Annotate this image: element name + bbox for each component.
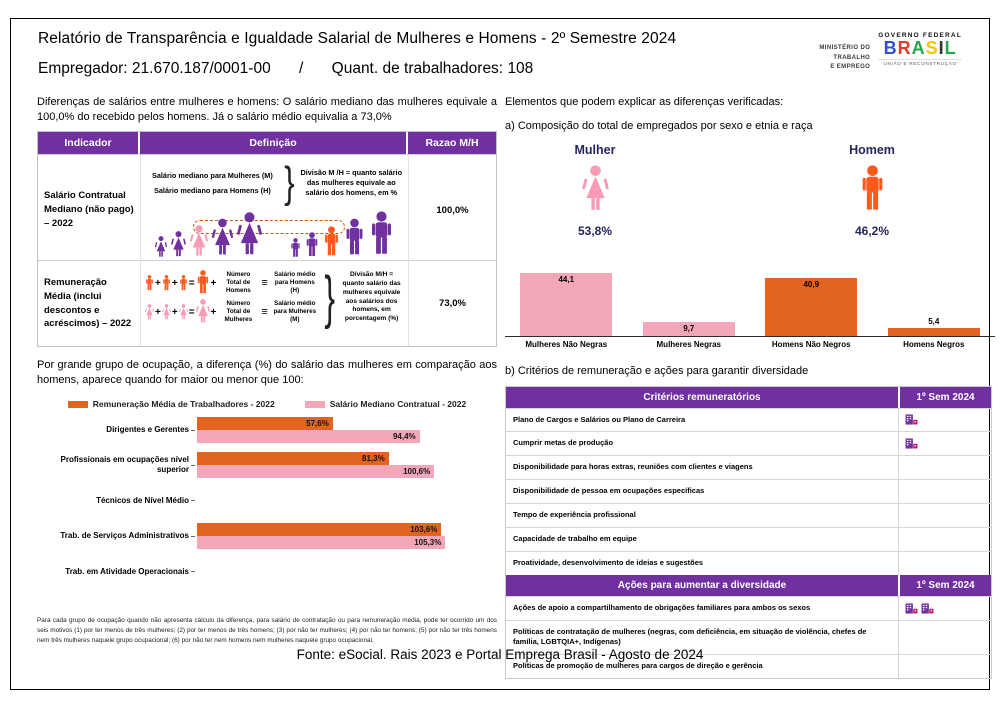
- criteria-row: [506, 431, 991, 455]
- criteria-text: Disponibilidade para horas extras, reuniões com clientes e viagens: [513, 462, 753, 472]
- composition-chart: [505, 257, 995, 349]
- category-label: Homens Negros: [903, 340, 965, 350]
- criteria-row: [506, 503, 991, 527]
- category-label: Trab. em Atividade Operacionais: [65, 566, 189, 576]
- person-figures-strip: [145, 211, 404, 259]
- population-pictogram: [145, 207, 404, 261]
- plus-operator: +: [171, 277, 178, 289]
- category-label: Homens Não Negros: [771, 340, 851, 350]
- brace-glyph: }: [324, 264, 335, 330]
- brand-letter: L: [944, 38, 957, 58]
- man-figure-icon: [305, 232, 319, 259]
- women-average-equation: [145, 299, 320, 325]
- legend-label: Remuneração Média de Trabalhadores - 2022: [92, 399, 275, 410]
- criteria-period-cell: [898, 597, 991, 620]
- bar-group: [197, 452, 447, 478]
- average-salary-diagram: [145, 264, 404, 330]
- axis-tick: [191, 536, 195, 537]
- total-count-label: Número Total de Homens: [225, 271, 251, 294]
- brand-letter: S: [925, 38, 939, 58]
- criteria-period-cell: [898, 552, 991, 575]
- indicator-table-header: [38, 132, 496, 154]
- bar: [197, 465, 434, 478]
- legend-swatch: [305, 401, 325, 408]
- axis-tick: [191, 571, 195, 572]
- plus-operator: +: [210, 306, 217, 318]
- median-salary-labels: [145, 165, 280, 201]
- average-salary-label: Salário médio para Homens (H): [274, 271, 316, 294]
- man-figure-icon: [179, 275, 188, 292]
- chart-slot: [750, 257, 873, 336]
- ratio-value: 73,0%: [408, 261, 496, 346]
- table-row: [38, 154, 496, 260]
- brand-letter: I: [938, 38, 945, 58]
- chart-slot: [505, 257, 628, 336]
- governo-federal-label: GOVERNO FEDERAL: [878, 32, 962, 39]
- category-label: Trab. de Serviços Administrativos: [60, 531, 189, 541]
- axis-tick: [191, 500, 195, 501]
- man-figure-icon: [323, 226, 340, 259]
- criteria-text: Políticas de contratação de mulheres (negras, com deficiência, em situação de violência, chefes de família, LGBTQIA+, Indígenas): [513, 626, 867, 647]
- company-building-icon: [921, 603, 934, 614]
- criteria-period-cell: [898, 456, 991, 479]
- division-note: Divisão M/H = quanto salário das mulheres equivale aos salários dos homens, em porcentagem (%): [342, 270, 401, 323]
- period-header-label: 1º Sem 2024: [898, 387, 991, 408]
- criteria-text: Disponibilidade de pessoa em ocupações específicas: [513, 486, 705, 496]
- chart-footnote: Para cada grupo de ocupação quando não apresenta cálculo da diferença, para salário de contratação ou para remuneração média, pode ter ocorrido um dos seis motivos (1) por ter menos de três mulheres; (2) por ter menos de três homens; (3) por não ter mulheres; (4) por não ter homens; (5) por não ter três homens nem três mulheres naquele grupo ocupacional; (6) por não ter nem homens nem mulheres naquele grupo ocupacional.: [37, 617, 497, 644]
- average-salary-label: Salário médio para Mulheres (M): [273, 300, 317, 323]
- median-men-label: Salário mediano para Homens (H): [154, 186, 271, 196]
- axis-tick: [191, 465, 195, 466]
- report-header: [38, 30, 962, 78]
- criteria-period-cell: [898, 480, 991, 503]
- government-logo: [819, 32, 962, 78]
- chart-category-row: [37, 523, 497, 549]
- plus-operator: +: [210, 277, 217, 289]
- woman-figure-icon: [190, 225, 208, 259]
- left-column: [37, 95, 497, 646]
- criteria-section-header: [506, 575, 991, 596]
- criteria-text: Ações de apoio a compartilhamento de obrigações familiares para ambos os sexos: [513, 602, 811, 612]
- definition-cell: [140, 261, 408, 346]
- bar-value-label: 100,6%: [403, 467, 431, 477]
- man-figure-icon: [290, 238, 301, 259]
- woman-figure-icon: [171, 231, 186, 259]
- plus-operator: +: [155, 277, 161, 289]
- workers-value: 108: [507, 60, 534, 77]
- definition-text-block: [145, 158, 404, 208]
- total-count-label: Número Total de Mulheres: [224, 300, 253, 323]
- chart-slot: [628, 257, 751, 336]
- elements-title: Elementos que podem explicar as diferenças verificadas:: [505, 96, 784, 108]
- brand-letter: B: [883, 38, 898, 58]
- division-note: Divisão M /H = quanto salário das mulheres equivale ao salário dos homens, em %: [300, 168, 403, 197]
- company-building-icon: [905, 603, 918, 614]
- category-label: Dirigentes e Gerentes: [106, 425, 189, 435]
- chart-category-row: [37, 558, 497, 585]
- criteria-text: Cumprir metas de produção: [513, 438, 614, 448]
- composition-chart-plot: [505, 257, 995, 337]
- separator: /: [299, 60, 304, 77]
- chart-category-row: [37, 417, 497, 443]
- bar: [197, 523, 441, 536]
- female-composition: [540, 143, 650, 238]
- criteria-section-header: [506, 387, 991, 408]
- chart-slot: [873, 257, 996, 336]
- employer-value: 21.670.187/0001-00: [131, 60, 271, 77]
- criteria-period-cell: [898, 409, 991, 432]
- bar-value-label: 9,7: [683, 324, 695, 334]
- man-figure-icon: [344, 218, 365, 259]
- woman-figure-icon: [162, 304, 171, 321]
- col-header-definicao: Definição: [140, 132, 408, 154]
- right-column: [505, 95, 995, 679]
- woman-figure-icon: [145, 304, 154, 321]
- criteria-row: [506, 551, 991, 575]
- man-figure-icon: [145, 275, 154, 292]
- company-building-icon: [905, 438, 918, 449]
- criteria-row: [506, 596, 991, 620]
- bar-group: [197, 523, 447, 549]
- bar-value-label: 57,6%: [306, 419, 329, 429]
- category-label: Profissionais em ocupações nível superior: [60, 455, 189, 475]
- category-label: Mulheres Não Negras: [525, 340, 608, 350]
- logo-tagline: UNIÃO E RECONSTRUÇÃO: [878, 59, 962, 66]
- criteria-header-label: Critérios remuneratórios: [506, 387, 898, 408]
- col-header-razao: Razao M/H: [408, 132, 496, 154]
- page-title: Relatório de Transparência e Igualdade Salarial de Mulheres e Homens - 2º Semestre 2024: [38, 30, 677, 47]
- criteria-text: Tempo de experiência profissional: [513, 510, 636, 520]
- male-label: Homem: [849, 143, 895, 158]
- axis-tick: [191, 430, 195, 431]
- bar: [197, 430, 420, 443]
- equivalence-operator: ≡: [261, 277, 268, 290]
- source-footer: Fonte: eSocial. Rais 2023 e Portal Emprega Brasil - Agosto de 2024: [296, 647, 704, 662]
- legend-item: [305, 399, 467, 409]
- criteria-period-cell: [898, 528, 991, 551]
- period-header-label: 1º Sem 2024: [898, 575, 991, 596]
- criteria-period-cell: [898, 504, 991, 527]
- woman-figure-icon: [179, 304, 188, 321]
- criteria-text: Proatividade, desenvolvimento de ideias e sugestões: [513, 557, 704, 567]
- criteria-period-cell: [898, 432, 991, 455]
- bar: [197, 452, 389, 465]
- bar-value-label: 5,4: [928, 317, 940, 327]
- criteria-row: [506, 455, 991, 479]
- criteria-row: [506, 408, 991, 432]
- legend-label: Salário Mediano Contratual - 2022: [329, 399, 467, 410]
- criteria-row: [506, 479, 991, 503]
- chart-category-row: [37, 487, 497, 514]
- category-label: Mulheres Negras: [656, 340, 721, 350]
- table-row: [38, 260, 496, 346]
- definition-cell: [140, 155, 408, 265]
- occupation-gap-intro: Por grande grupo de ocupação, a diferença (%) do salário das mulheres em comparação aos homens, aparece quando for maior ou menor que 100:: [37, 359, 497, 386]
- bar: [197, 417, 333, 430]
- chart-legend: [37, 399, 497, 409]
- company-building-icon: [905, 414, 918, 425]
- female-label: Mulher: [574, 143, 616, 158]
- category-label: Técnicos de Nível Médio: [96, 495, 189, 505]
- bar-value-label: 40,9: [803, 279, 820, 289]
- indicator-name: Salário Contratual Mediano (não pago) – 2022: [44, 190, 134, 229]
- plus-operator: =: [188, 306, 195, 318]
- brace-glyph: }: [284, 158, 295, 208]
- criteria-text: Políticas de promoção de mulheres para cargos de direção e gerência: [513, 661, 763, 671]
- brasil-wordmark: [878, 39, 962, 59]
- employer-line: [38, 60, 676, 78]
- brand-letter: R: [897, 38, 912, 58]
- sex-composition-block: [505, 143, 995, 255]
- section-a-title: a) Composição do total de empregados por sexo e etnia e raça: [505, 119, 813, 132]
- salary-difference-intro: Diferenças de salários entre mulheres e homens: O salário mediano das mulheres equivale a 100,0% do recebido pelos homens. Já o salário médio equivalia a 73,0%: [37, 96, 497, 123]
- woman-figure-icon: [237, 212, 262, 259]
- bar-group: [197, 417, 447, 443]
- brasil-logo: [878, 32, 962, 66]
- bar-value-label: 81,3%: [362, 454, 385, 464]
- woman-icon: [582, 165, 609, 215]
- indicator-table: [37, 131, 497, 347]
- man-figure-icon: [369, 211, 394, 259]
- plus-operator: =: [188, 277, 195, 289]
- plus-operator: +: [155, 306, 161, 318]
- bar-value-label: 105,3%: [414, 538, 442, 548]
- workers-label: Quant. de trabalhadores:: [331, 60, 504, 77]
- chart-category-row: [37, 452, 497, 478]
- composition-chart-labels: [505, 337, 995, 349]
- bar-value-label: 44,1: [558, 275, 575, 285]
- bar-value-label: 94,4%: [392, 432, 416, 442]
- man-figure-icon: [162, 275, 171, 292]
- criteria-text: Plano de Cargos e Salários ou Plano de Carreira: [513, 414, 686, 424]
- header-titles: [38, 30, 676, 78]
- men-average-equation: [145, 270, 320, 296]
- employer-label: Empregador:: [38, 60, 128, 77]
- male-composition: [817, 143, 927, 238]
- plus-operator: +: [171, 306, 178, 318]
- col-header-indicador: Indicador: [38, 132, 140, 154]
- median-women-label: Salário mediano para Mulheres (M): [151, 171, 273, 181]
- criteria-header-label: Ações para aumentar a diversidade: [506, 575, 898, 596]
- legend-swatch: [68, 401, 88, 408]
- woman-figure-icon: [196, 299, 210, 325]
- legend-item: [68, 399, 275, 409]
- occupation-gap-chart: [37, 417, 497, 585]
- equivalence-operator: ≡: [261, 306, 268, 319]
- man-icon: [859, 165, 886, 215]
- bar: [197, 536, 445, 549]
- brand-letter: A: [911, 38, 926, 58]
- bar: [888, 328, 980, 336]
- criteria-row: [506, 527, 991, 551]
- woman-figure-icon: [155, 236, 167, 259]
- man-figure-icon: [196, 270, 210, 296]
- female-percentage: 53,8%: [577, 224, 613, 239]
- indicator-name: Remuneração Média (inclui descontos e acréscimos) – 2022: [44, 277, 132, 330]
- woman-figure-icon: [212, 218, 233, 259]
- ministry-label: MINISTÉRIO DO TRABALHO E EMPREGO: [819, 45, 871, 71]
- male-percentage: 46,2%: [854, 224, 890, 239]
- criteria-text: Capacidade de trabalho em equipe: [513, 533, 637, 543]
- ratio-value: 100,0%: [408, 155, 496, 265]
- bar-value-label: 103,6%: [410, 525, 438, 535]
- criteria-table: [505, 386, 992, 680]
- section-b-title: b) Critérios de remuneração e ações para garantir diversidade: [505, 365, 809, 378]
